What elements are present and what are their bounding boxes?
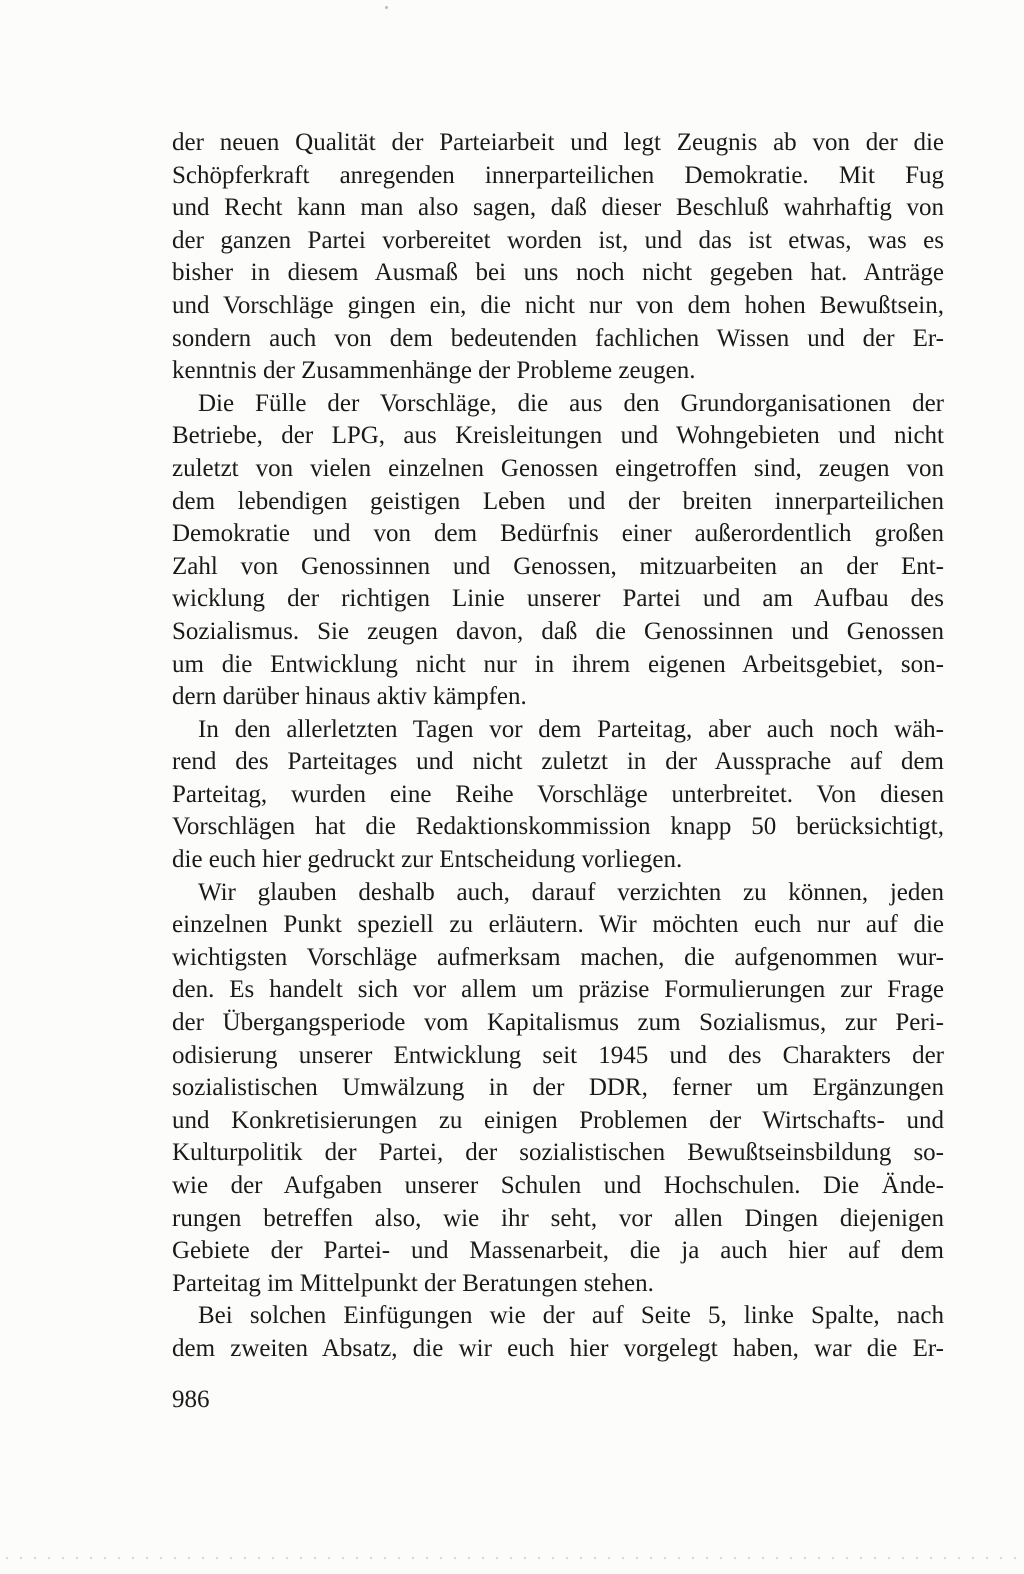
text-line: Sozialismus. Sie zeugen davon, daß die Genossinnen und Genossen — [172, 617, 944, 645]
text-line: Demokratie und von dem Bedürfnis einer außerordentlich großen — [172, 520, 944, 548]
page-number: 986 — [172, 1386, 210, 1413]
text-line: Schöpferkraft anregenden innerparteilichen Demokratie. Mit Fug — [172, 161, 944, 189]
text-line: Die Fülle der Vorschläge, die aus den Grundorganisationen der — [198, 389, 944, 417]
text-line: der neuen Qualität der Parteiarbeit und legt Zeugnis ab von der die — [172, 129, 944, 156]
text-line: wichtigsten Vorschläge aufmerksam machen, die aufgenommen wur- — [172, 943, 944, 971]
body-text — [172, 127, 944, 1366]
text-line: sondern auch von dem bedeutenden fachlichen Wissen und der Er- — [172, 324, 944, 352]
text-line: Kulturpolitik der Partei, der sozialistischen Bewußtseinsbildung so- — [172, 1139, 944, 1167]
text-line: Parteitag, wurden eine Reihe Vorschläge unterbreitet. Von diesen — [172, 780, 944, 808]
text-line: der ganzen Partei vorbereitet worden ist, und das ist etwas, was es — [172, 226, 944, 254]
text-line: wie der Aufgaben unserer Schulen und Hochschulen. Die Ände- — [172, 1172, 944, 1199]
text-line: Zahl von Genossinnen und Genossen, mitzuarbeiten an der Ent- — [172, 552, 944, 580]
text-line: Gebiete der Partei- und Massenarbeit, die ja auch hier auf dem — [172, 1237, 944, 1265]
text-line: In den allerletzten Tagen vor dem Parteitag, aber auch noch wäh- — [198, 715, 944, 743]
text-line: einzelnen Punkt speziell zu erläutern. Wir möchten euch nur auf die — [172, 911, 944, 939]
text-line: und Vorschläge gingen ein, die nicht nur von dem hohen Bewußtsein, — [172, 291, 944, 319]
text-line: rend des Parteitages und nicht zuletzt in der Aussprache auf dem — [172, 748, 944, 776]
paragraph — [172, 127, 944, 388]
text-line: dem zweiten Absatz, die wir euch hier vorgelegt haben, war die Er- — [172, 1334, 944, 1362]
text-line: der Übergangsperiode vom Kapitalismus zum Sozialismus, zur Peri- — [172, 1009, 944, 1037]
text-line: und Recht kann man also sagen, daß dieser Beschluß wahrhaftig von — [172, 194, 944, 222]
text-line: Parteitag im Mittelpunkt der Beratungen stehen. — [172, 1269, 654, 1297]
scan-edge-noise — [0, 1555, 1024, 1561]
text-line: Bei solchen Einfügungen wie der auf Seite 5, linke Spalte, nach — [198, 1302, 944, 1330]
scan-speck — [385, 6, 388, 9]
text-line: kenntnis der Zusammenhänge der Probleme zeugen. — [172, 357, 696, 385]
text-line: Wir glauben deshalb auch, darauf verzichten zu können, jeden — [198, 878, 944, 906]
text-line: und Konkretisierungen zu einigen Problemen der Wirtschafts- und — [172, 1106, 944, 1134]
text-line: dem lebendigen geistigen Leben und der breiten innerparteilichen — [172, 487, 944, 515]
text-line: wicklung der richtigen Linie unserer Partei und am Aufbau des — [172, 585, 944, 613]
text-line: dern darüber hinaus aktiv kämpfen. — [172, 683, 527, 711]
paragraph — [172, 388, 944, 714]
text-line: Vorschlägen hat die Redaktionskommission knapp 50 berücksichtigt, — [172, 813, 944, 841]
text-line: zuletzt von vielen einzelnen Genossen eingetroffen sind, zeugen von — [172, 454, 944, 482]
paragraph — [172, 714, 944, 877]
text-line: sozialistischen Umwälzung in der DDR, ferner um Ergänzungen — [172, 1074, 944, 1102]
text-line: den. Es handelt sich vor allem um präzise Formulierungen zur Frage — [172, 976, 944, 1004]
text-line: Betriebe, der LPG, aus Kreisleitungen und Wohngebieten und nicht — [172, 422, 944, 450]
paragraph — [172, 877, 944, 1301]
text-line: rungen betreffen also, wie ihr seht, vor allen Dingen diejenigen — [172, 1204, 944, 1232]
text-line: um die Entwicklung nicht nur in ihrem eigenen Arbeitsgebiet, son- — [172, 650, 944, 678]
text-line: bisher in diesem Ausmaß bei uns noch nicht gegeben hat. Anträge — [172, 259, 944, 287]
paragraph — [172, 1300, 944, 1365]
text-line: die euch hier gedruckt zur Entscheidung vorliegen. — [172, 846, 683, 874]
text-line: odisierung unserer Entwicklung seit 1945 und des Charakters der — [172, 1041, 944, 1069]
